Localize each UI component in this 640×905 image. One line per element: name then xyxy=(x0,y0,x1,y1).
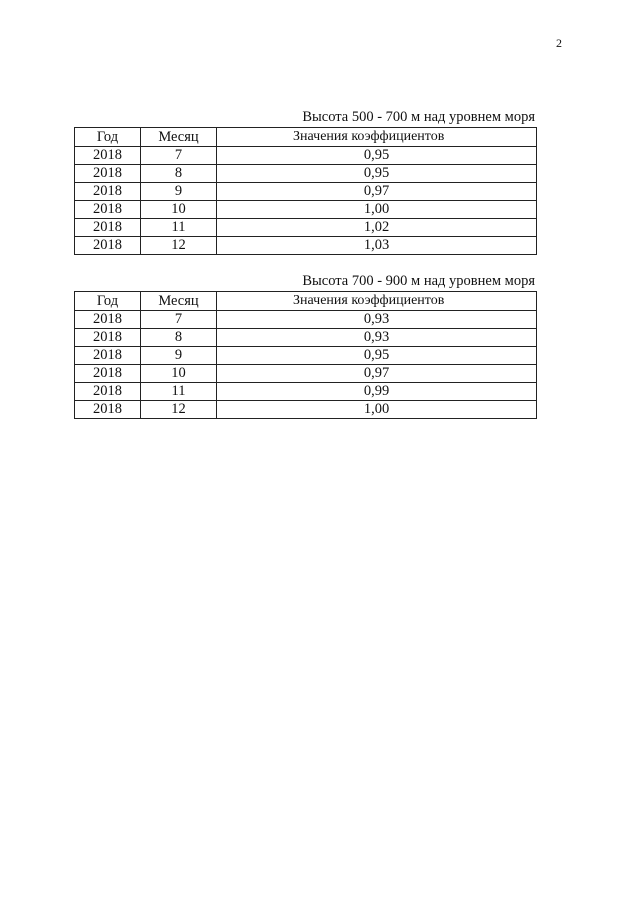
cell-value: 0,93 xyxy=(217,329,537,347)
cell-year: 2018 xyxy=(75,147,141,165)
cell-value: 0,99 xyxy=(217,383,537,401)
table-caption: Высота 700 - 900 м над уровнем моря xyxy=(302,273,535,289)
cell-value: 1,02 xyxy=(217,219,537,237)
table-row xyxy=(75,165,537,183)
column-header-year: Год xyxy=(75,292,141,311)
table-header-row xyxy=(75,128,537,147)
cell-month: 7 xyxy=(141,147,217,165)
table-row xyxy=(75,311,537,329)
cell-year: 2018 xyxy=(75,329,141,347)
table-row xyxy=(75,347,537,365)
cell-month: 7 xyxy=(141,311,217,329)
coefficients-table-block-500-700 xyxy=(74,109,536,255)
table-row xyxy=(75,219,537,237)
table-caption: Высота 500 - 700 м над уровнем моря xyxy=(302,109,535,125)
cell-year: 2018 xyxy=(75,219,141,237)
cell-month: 12 xyxy=(141,401,217,419)
cell-month: 9 xyxy=(141,183,217,201)
table-row xyxy=(75,147,537,165)
table-row xyxy=(75,401,537,419)
cell-year: 2018 xyxy=(75,347,141,365)
cell-year: 2018 xyxy=(75,201,141,219)
cell-value: 1,00 xyxy=(217,401,537,419)
cell-month: 11 xyxy=(141,219,217,237)
cell-year: 2018 xyxy=(75,237,141,255)
coefficients-table xyxy=(74,127,537,255)
cell-month: 10 xyxy=(141,201,217,219)
cell-year: 2018 xyxy=(75,401,141,419)
table-row xyxy=(75,237,537,255)
cell-value: 0,97 xyxy=(217,365,537,383)
cell-year: 2018 xyxy=(75,383,141,401)
cell-value: 0,95 xyxy=(217,147,537,165)
cell-year: 2018 xyxy=(75,165,141,183)
cell-value: 0,95 xyxy=(217,347,537,365)
cell-month: 12 xyxy=(141,237,217,255)
page-number: 2 xyxy=(556,36,562,50)
table-row xyxy=(75,383,537,401)
column-header-month: Месяц xyxy=(141,292,217,311)
coefficients-table-block-700-900 xyxy=(74,273,536,419)
cell-value: 1,03 xyxy=(217,237,537,255)
cell-year: 2018 xyxy=(75,183,141,201)
table-row xyxy=(75,329,537,347)
cell-value: 1,00 xyxy=(217,201,537,219)
cell-value: 0,95 xyxy=(217,165,537,183)
cell-month: 9 xyxy=(141,347,217,365)
cell-year: 2018 xyxy=(75,365,141,383)
cell-month: 11 xyxy=(141,383,217,401)
column-header-value: Значения коэффициентов xyxy=(217,292,537,311)
column-header-value: Значения коэффициентов xyxy=(217,128,537,147)
table-header-row xyxy=(75,292,537,311)
cell-month: 8 xyxy=(141,329,217,347)
table-row xyxy=(75,201,537,219)
cell-month: 8 xyxy=(141,165,217,183)
table-row xyxy=(75,365,537,383)
cell-value: 0,93 xyxy=(217,311,537,329)
coefficients-table xyxy=(74,291,537,419)
column-header-year: Год xyxy=(75,128,141,147)
cell-year: 2018 xyxy=(75,311,141,329)
cell-month: 10 xyxy=(141,365,217,383)
cell-value: 0,97 xyxy=(217,183,537,201)
column-header-month: Месяц xyxy=(141,128,217,147)
table-row xyxy=(75,183,537,201)
